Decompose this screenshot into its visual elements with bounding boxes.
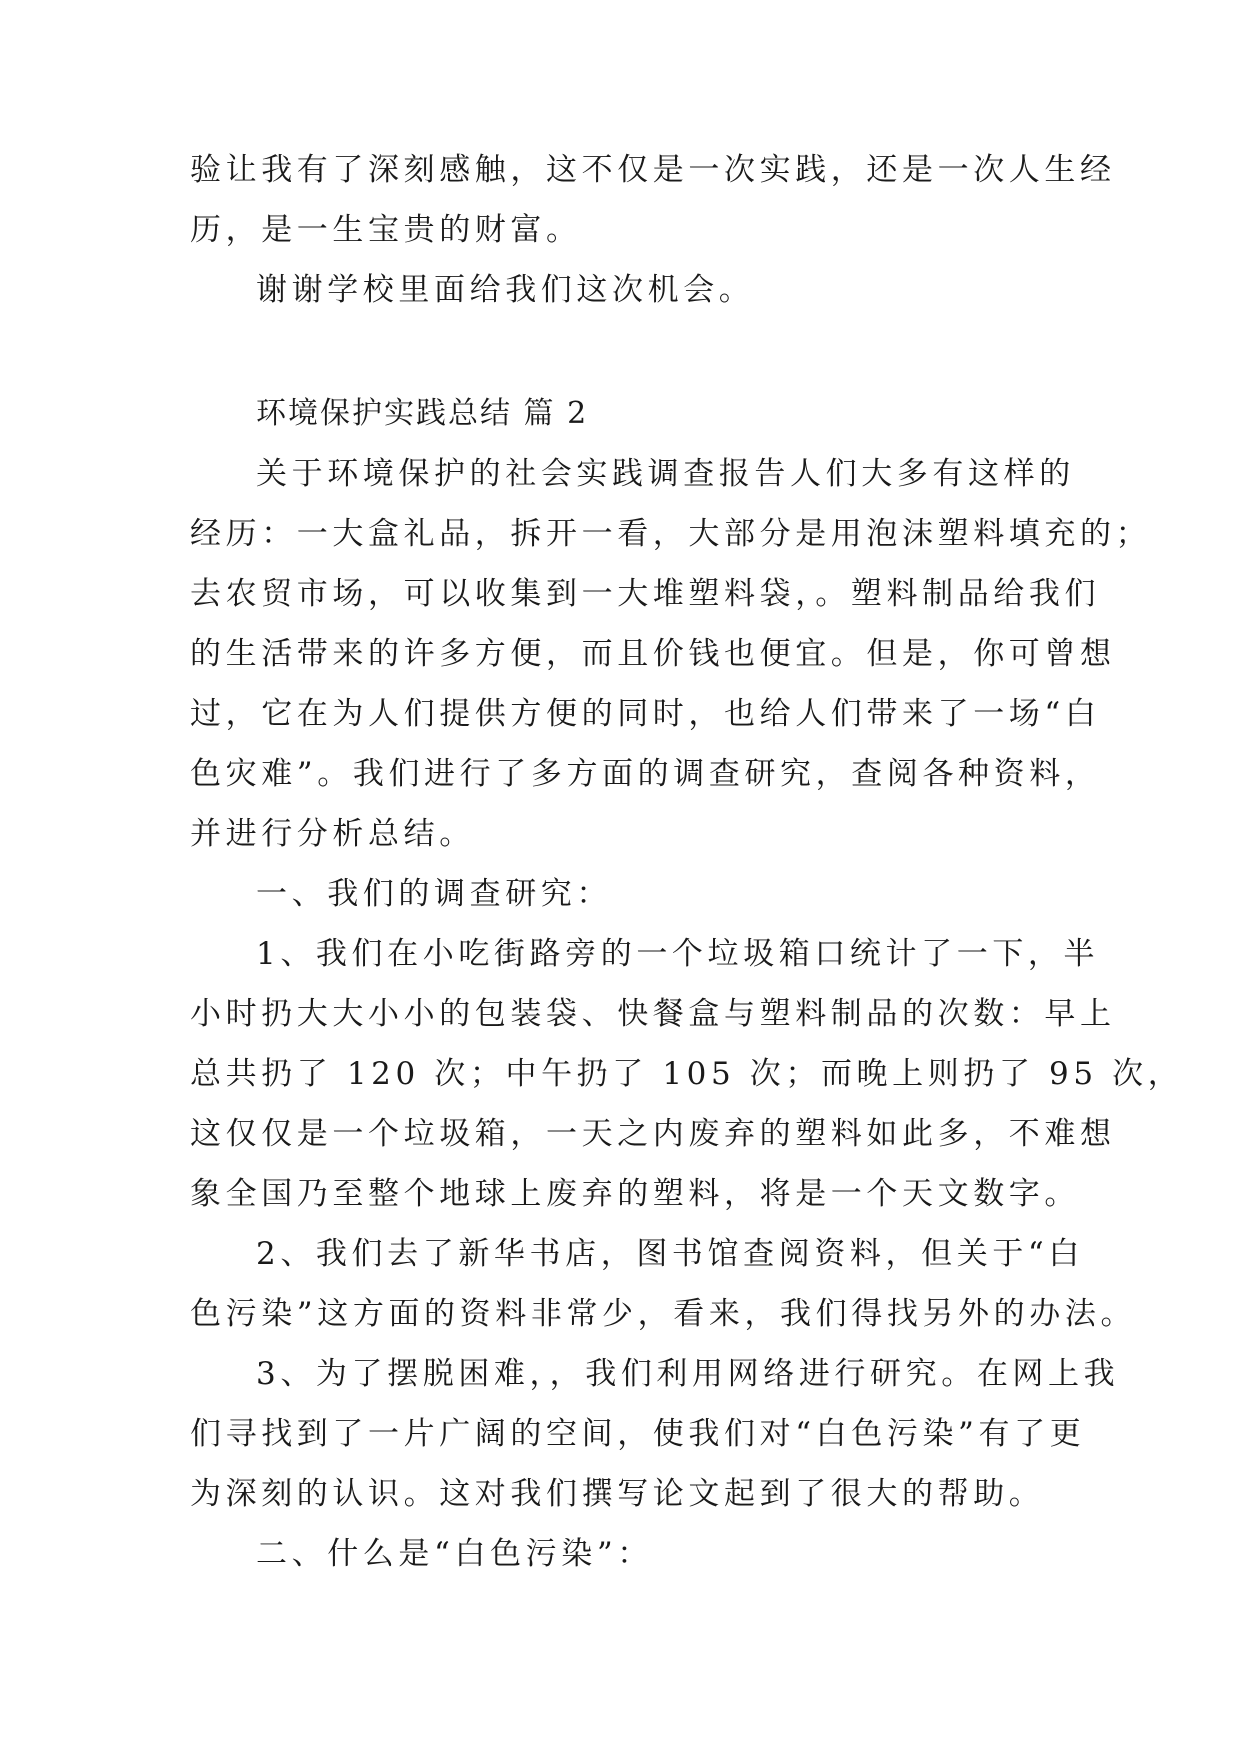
- text-line: 谢谢学校里面给我们这次机会。: [256, 272, 755, 308]
- subheading: 一、我们的调查研究：: [256, 876, 612, 912]
- text-line: 关于环境保护的社会实践调查报告人们大多有这样的: [256, 456, 1075, 492]
- text-line: 历，是一生宝贵的财富。: [190, 212, 582, 248]
- document-page: [190, 140, 1184, 1584]
- section-gap: [190, 320, 1050, 384]
- text-line: 验让我有了深刻感触，这不仅是一次实践，还是一次人生经: [190, 152, 1116, 188]
- text-line: 象全国乃至整个地球上废弃的塑料，将是一个天文数字。: [190, 1176, 1080, 1212]
- text-line: 色污染”这方面的资料非常少，看来，我们得找另外的办法。: [190, 1296, 1137, 1332]
- text-line: 总共扔了 120 次；中午扔了 105 次；而晚上则扔了 95 次，: [190, 1056, 1184, 1092]
- subheading: 二、什么是“白色污染”：: [256, 1536, 653, 1572]
- text-line: 这仅仅是一个垃圾箱，一天之内废弃的塑料如此多，不难想: [190, 1116, 1116, 1152]
- text-line: 3、为了摆脱困难，，我们利用网络进行研究。在网上我: [256, 1356, 1120, 1392]
- text-line: 小时扔大大小小的包装袋、快餐盒与塑料制品的次数：早上: [190, 996, 1116, 1032]
- text-line: 过，它在为人们提供方便的同时，也给人们带来了一场“白: [190, 696, 1101, 732]
- text-line: 1、我们在小吃街路旁的一个垃圾箱口统计了一下，半: [256, 936, 1100, 972]
- text-line: 经历：一大盒礼品，拆开一看，大部分是用泡沫塑料填充的；: [190, 516, 1152, 552]
- text-line: 色灾难”。我们进行了多方面的调查研究，查阅各种资料，: [190, 756, 1101, 792]
- text-line: 并进行分析总结。: [190, 816, 475, 852]
- text-line: 为深刻的认识。这对我们撰写论文起到了很大的帮助。: [190, 1476, 1045, 1512]
- text-line: 2、我们去了新华书店，图书馆查阅资料，但关于“白: [256, 1236, 1084, 1272]
- text-line: 去农贸市场，可以收集到一大堆塑料袋，。塑料制品给我们: [190, 576, 1101, 612]
- text-line: 们寻找到了一片广阔的空间，使我们对“白色污染”有了更: [190, 1416, 1086, 1452]
- text-line: 的生活带来的许多方便，而且价钱也便宜。但是，你可曾想: [190, 636, 1116, 672]
- section-heading: 环境保护实践总结 篇 2: [256, 396, 589, 431]
